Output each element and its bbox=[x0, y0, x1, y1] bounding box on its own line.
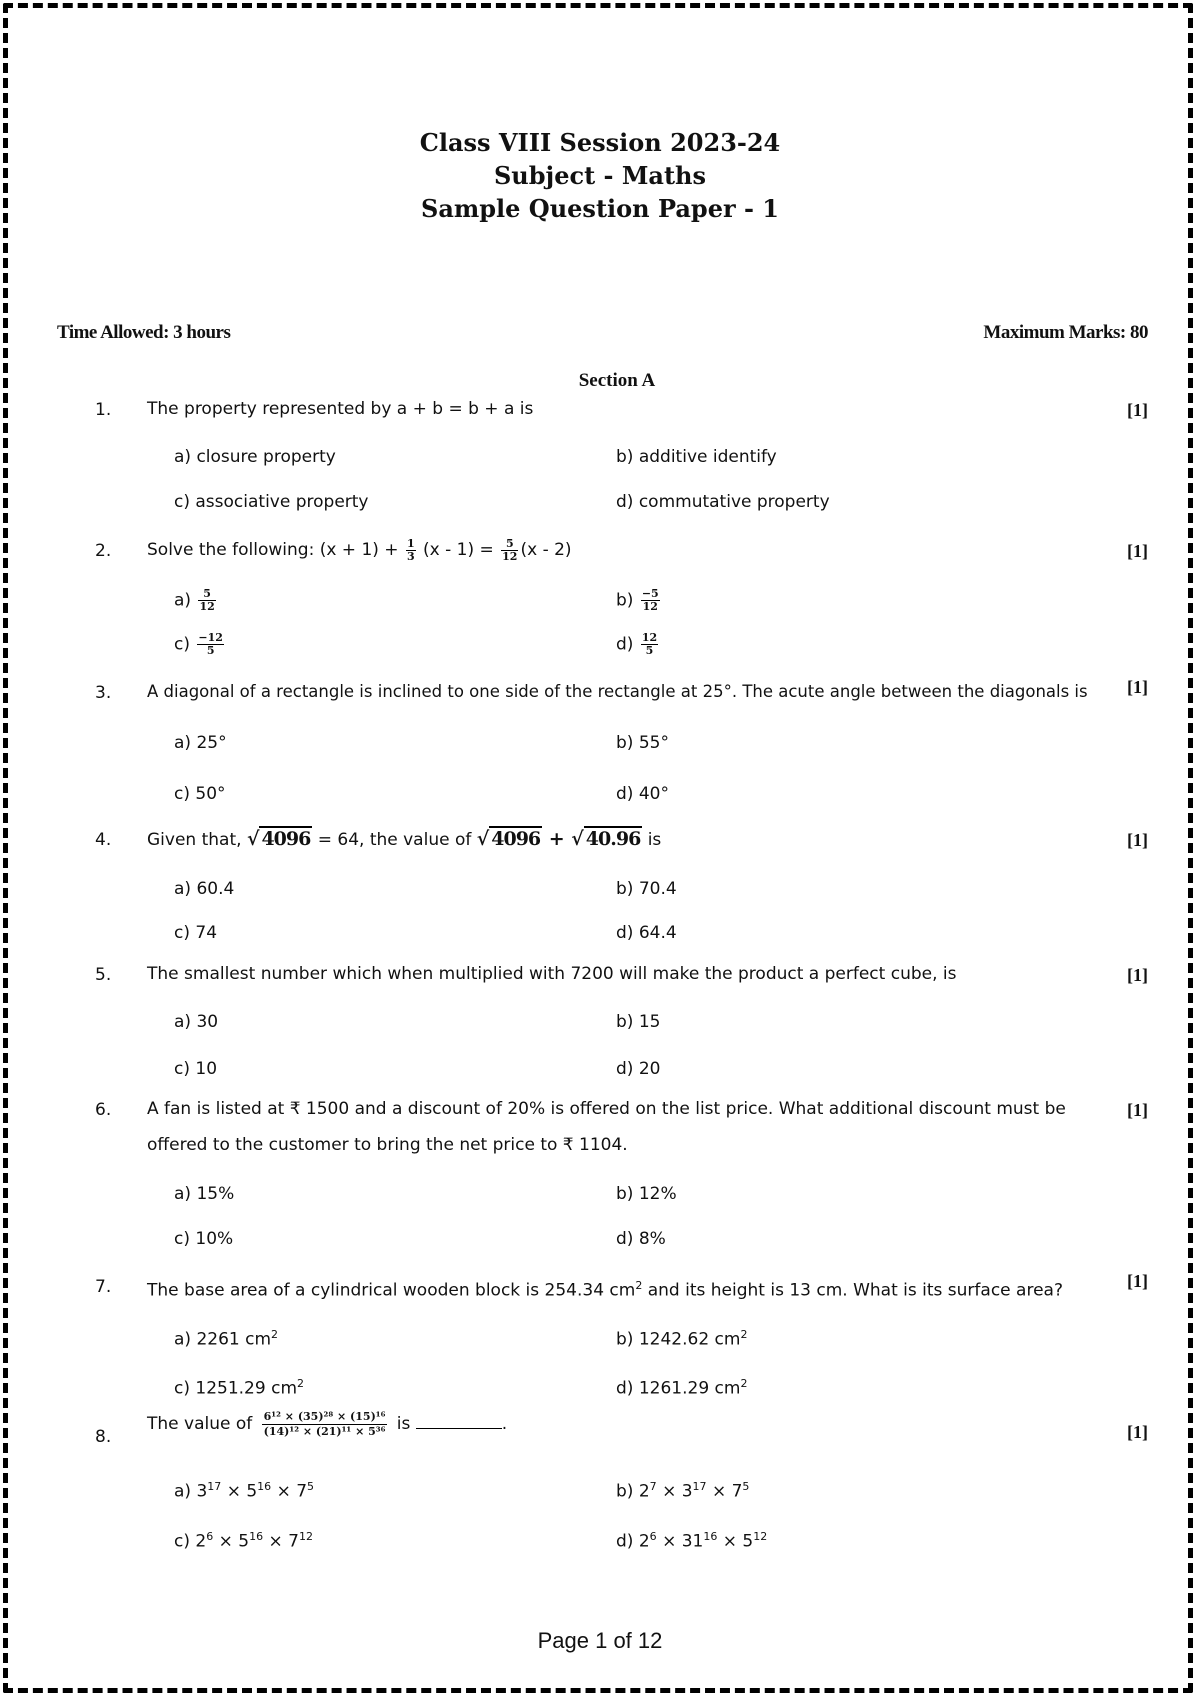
question-number: 7. bbox=[95, 1277, 112, 1297]
option-a: a) 2261 $cm^2$ bbox=[174, 1328, 279, 1350]
question-text: Given that, √ 4096 = 64, the value of √ 4096 + √ 40.96 is bbox=[147, 828, 662, 850]
option-b: b) $2^7 \times 3^{17} \times 7^5$ bbox=[616, 1480, 750, 1502]
option-a: a) 60.4 bbox=[174, 879, 235, 899]
option-d: d) 40° bbox=[616, 784, 669, 804]
page-number: Page 1 of 12 bbox=[537, 1628, 663, 1653]
question-text: Solve the following: (x + 1) + $\frac{1}{3}$ (x - 1) = $\frac{5}{12}$ (x - 2) bbox=[147, 536, 572, 563]
question-text: A diagonal of a rectangle is inclined to one side of the rectangle at 25°. The acute angle between the diagonals is bbox=[147, 682, 1088, 701]
question-text: The smallest number which when multiplied with 7200 will make the product a perfect cube, is bbox=[147, 964, 957, 984]
option-a: a) $3^{17} \times 5^{16} \times 7^5$ bbox=[174, 1480, 315, 1502]
question-marks: [1] bbox=[1127, 677, 1148, 697]
title-paper: Sample Question Paper - 1 bbox=[421, 194, 779, 223]
option-d: d) 1261.29 $cm^2$ bbox=[616, 1377, 748, 1399]
option-b: b) 70.4 bbox=[616, 879, 677, 899]
square-root: √ 4096 bbox=[246, 828, 311, 850]
option-d: d) 64.4 bbox=[616, 923, 677, 943]
fraction: $\frac{\text{6¹² × (35)²⁸ × (15)¹⁶}}{\text{(14)¹² × (21)¹¹ × 5³⁶}}$ bbox=[263, 1409, 386, 1438]
question-marks: [1] bbox=[1127, 830, 1148, 850]
square-root: √ 4096 bbox=[476, 828, 541, 850]
option-c: c) $\frac{-12}{5}$ bbox=[174, 631, 223, 657]
option-a: a) $\frac{5}{12}$ bbox=[174, 587, 215, 613]
option-c: c) associative property bbox=[174, 492, 369, 512]
option-d: d) commutative property bbox=[616, 492, 830, 512]
question-number: 2. bbox=[95, 541, 112, 561]
option-d: d) 8% bbox=[616, 1229, 666, 1249]
question-number: 6. bbox=[95, 1100, 112, 1120]
question-text: The value of $\frac{\text{6¹² × (35)²⁸ × (15)¹⁶}}{\text{(14)¹² × (21)¹¹ × 5³⁶}}$ is . bbox=[147, 1409, 508, 1438]
question-number: 5. bbox=[95, 965, 112, 985]
option-c: c) 74 bbox=[174, 923, 218, 943]
option-c: c) 10% bbox=[174, 1229, 234, 1249]
option-d: d) $2^6 \times 31^{16} \times 5^{12}$ bbox=[616, 1530, 768, 1552]
option-b: b) 12% bbox=[616, 1184, 677, 1204]
option-c: c) 10 bbox=[174, 1059, 218, 1079]
option-a: a) 25° bbox=[174, 733, 227, 753]
question-number: 1. bbox=[95, 400, 112, 420]
question-text: The property represented by a + b = b + a is bbox=[147, 399, 534, 419]
paper-title bbox=[0, 126, 1200, 225]
question-text: A fan is listed at ₹ 1500 and a discount of 20% is offered on the list price. What additional discount must be offered to the customer to bring the net price to ₹ 1104. bbox=[147, 1099, 1066, 1155]
option-c: c) 50° bbox=[174, 784, 226, 804]
fraction: $\frac{5}{12}$ bbox=[502, 536, 518, 563]
option-b: b) 55° bbox=[616, 733, 669, 753]
option-d: d) $\frac{12}{5}$ bbox=[616, 631, 658, 657]
question-marks: [1] bbox=[1127, 1100, 1148, 1120]
question-marks: [1] bbox=[1127, 541, 1148, 561]
title-subject: Subject - Maths bbox=[493, 161, 707, 190]
option-a: a) 30 bbox=[174, 1012, 219, 1032]
question-number: 3. bbox=[95, 683, 112, 703]
option-c: c) 1251.29 $cm^2$ bbox=[174, 1377, 305, 1399]
option-a: a) 15% bbox=[174, 1184, 235, 1204]
question-marks: [1] bbox=[1127, 400, 1148, 420]
option-b: b) 15 bbox=[616, 1012, 661, 1032]
maximum-marks: Maximum Marks: 80 bbox=[983, 322, 1148, 343]
question-marks: [1] bbox=[1127, 965, 1148, 985]
question-marks: [1] bbox=[1127, 1271, 1148, 1291]
option-d: d) 20 bbox=[616, 1059, 661, 1079]
option-b: b) 1242.62 $cm^2$ bbox=[616, 1328, 748, 1350]
answer-blank bbox=[416, 1414, 502, 1429]
question-number: 8. bbox=[95, 1427, 112, 1447]
fraction: $\frac{1}{3}$ bbox=[406, 536, 415, 563]
option-b: b) $\frac{-5}{12}$ bbox=[616, 587, 659, 613]
question-number: 4. bbox=[95, 830, 112, 850]
question-text: The base area of a cylindrical wooden block is 254.34 $cm^2$ and its height is 13 cm. What is its surface area? bbox=[147, 1279, 1063, 1301]
title-class-session: Class VIII Session 2023-24 bbox=[419, 128, 781, 157]
option-b: b) additive identify bbox=[616, 447, 777, 467]
option-c: c) $2^6 \times 5^{16} \times 7^{12}$ bbox=[174, 1530, 313, 1552]
section-heading: Section A bbox=[578, 370, 656, 391]
square-root: √ 40.96 bbox=[571, 828, 641, 850]
question-marks: [1] bbox=[1127, 1422, 1148, 1442]
option-a: a) closure property bbox=[174, 447, 336, 467]
time-allowed: Time Allowed: 3 hours bbox=[57, 322, 231, 343]
